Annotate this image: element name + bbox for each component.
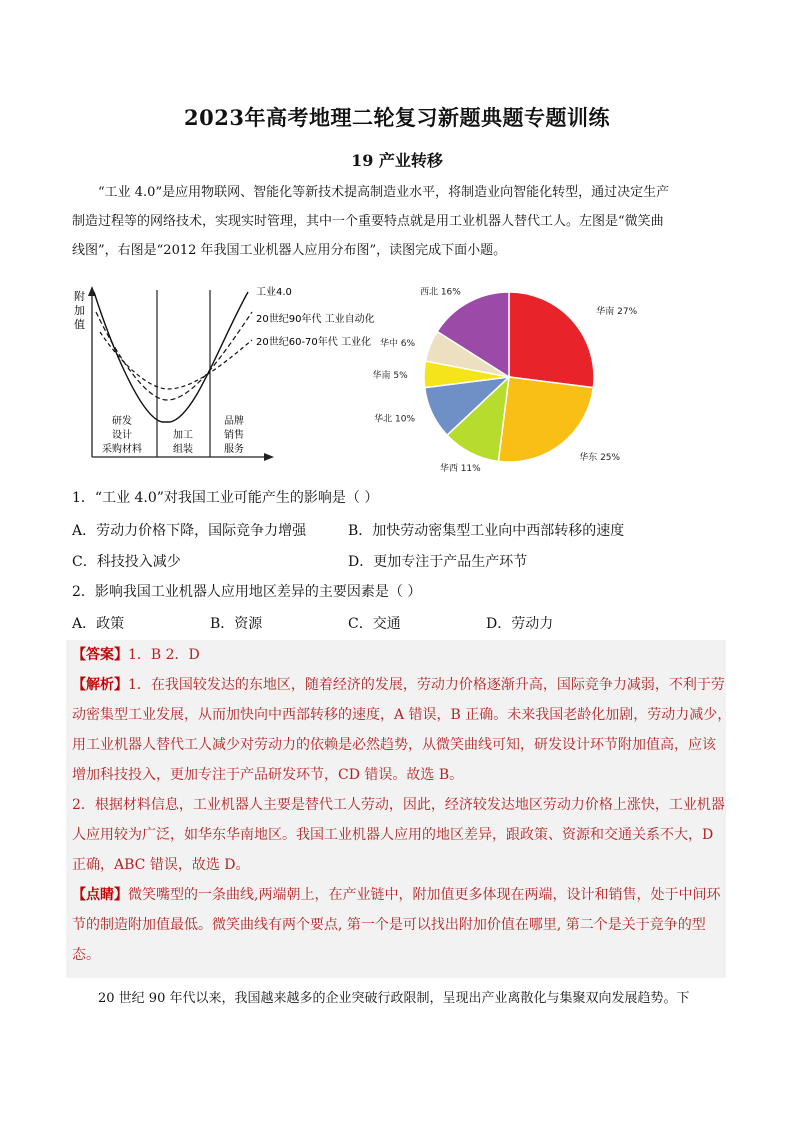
zone-label: 组装: [173, 444, 193, 455]
answer-tag: 【答案】: [72, 647, 128, 663]
pie-label: 华西 11%: [439, 464, 481, 475]
legend-industrialization: 20世纪60-70年代 工业化: [256, 337, 371, 348]
y-label-char: 加: [74, 304, 85, 317]
curve-industry-4: [94, 292, 248, 422]
pie-slice: [498, 377, 593, 462]
answer-value: 1．B 2．D: [128, 647, 200, 663]
pie-label: 华中 6%: [379, 339, 416, 350]
pie-label: 华南 5%: [372, 371, 408, 382]
y-label-char: 值: [74, 318, 85, 331]
section-title: 19 产业转移: [351, 151, 443, 170]
next-paragraph: [72, 984, 724, 1013]
zone-label: 加工: [173, 430, 193, 441]
analysis-line: 正确，ABC 错误，故选 D。: [72, 857, 250, 873]
zone-label: 服务: [224, 444, 244, 455]
zone-label: 品牌: [224, 416, 244, 427]
pie-label: 华南 27%: [596, 307, 638, 318]
question-1-stem: 1．“工业 4.0”对我国工业可能产生的影响是（ ）: [72, 490, 379, 506]
analysis-line: [72, 670, 732, 700]
q2-option-b[interactable]: B．资源: [210, 616, 263, 632]
legend-industry-4: 工业4.0: [256, 287, 292, 298]
q2-option-d[interactable]: D．劳动力: [486, 616, 554, 632]
tip-line: [72, 880, 732, 910]
analysis-tag: 【解析】: [72, 677, 128, 693]
q1-option-a[interactable]: A．劳动力价格下降，国际竞争力增强: [72, 523, 307, 539]
intro-paragraph: [72, 178, 724, 265]
answer-line: [72, 640, 732, 670]
legend-automation: 20世纪90年代 工业自动化: [256, 314, 375, 325]
smile-curve-legend: [250, 282, 400, 352]
tip-text: 微笑嘴型的一条曲线,两端朝上，在产业链中，附加值更多体现在两端，设计和销售，处于中间环: [128, 887, 721, 903]
pie-slice: [509, 292, 594, 388]
pie-label: 华东 25%: [579, 453, 621, 464]
curve-industrialization: [100, 332, 252, 389]
intro-line: 制造过程等的网络技术，实现实时管理，其中一个重要特点就是用工业机器人替代工人。左图是“微笑曲: [72, 214, 664, 229]
x-axis-arrow-icon: [264, 453, 274, 461]
analysis-line: 动密集型工业发展，从而加快向中西部转移的速度，A 错误，B 正确。未来我国老龄化加剧，劳动力减少，: [72, 707, 732, 723]
page-title: 2023年高考地理二轮复习新题典题专题训练: [184, 105, 610, 130]
y-label-char: 附: [74, 290, 85, 303]
tip-tag: 【点睛】: [72, 887, 128, 903]
analysis-line: 增加科技投入，更加专注于产品研发环节，CD 错误。故选 B。: [72, 767, 464, 783]
q2-option-a[interactable]: A．政策: [72, 616, 125, 632]
q1-option-b[interactable]: B．加快劳动密集型工业向中西部转移的速度: [348, 523, 625, 539]
zone-label: 销售: [224, 430, 244, 441]
pie-label: 华北 10%: [374, 414, 416, 425]
q1-option-d[interactable]: D．更加专注于产品生产环节: [348, 554, 528, 570]
q2-option-c[interactable]: C．交通: [348, 616, 401, 632]
analysis-text: 1．在我国较发达的东地区，随着经济的发展，劳动力价格逐渐升高，国际竞争力减弱，不利于劳: [128, 677, 725, 693]
zone-label: 设计: [112, 430, 132, 441]
q1-option-c[interactable]: C．科技投入减少: [72, 554, 181, 570]
zone-label: 采购材料: [102, 444, 142, 455]
pie-label: 西北 16%: [419, 287, 461, 298]
tip-line: 态。: [72, 947, 100, 963]
zone-label: 研发: [112, 416, 132, 427]
intro-line: “工业 4.0”是应用物联网、智能化等新技术提高制造业水平，将制造业向智能化转型，通过决定生产: [98, 185, 670, 200]
next-paragraph-line: 20 世纪 90 年代以来，我国越来越多的企业突破行政限制，呈现出产业离散化与集聚双向发展趋势。下: [98, 991, 690, 1006]
analysis-line: 用工业机器人替代工人减少对劳动力的依赖是必然趋势，从微笑曲线可知，研发设计环节附加值高，应该: [72, 737, 716, 753]
intro-line: 线图”，右图是“2012 年我国工业机器人应用分布图”，读图完成下面小题。: [72, 243, 507, 258]
answer-content: [72, 640, 732, 970]
analysis-line: 人应用较为广泛，如华东华南地区。我国工业机器人应用的地区差异，跟政策、资源和交通关系不大，D: [72, 827, 714, 843]
curve-automation: [96, 312, 252, 400]
smile-curve-chart: [70, 282, 280, 467]
question-2-stem: 2．影响我国工业机器人应用地区差异的主要因素是（ ）: [72, 584, 422, 600]
robot-distribution-pie-chart: [372, 280, 638, 475]
tip-line: 节的制造附加值最低。微笑曲线有两个要点, 第一个是可以找出附加价值在哪里, 第二个是关于竞争的型: [72, 917, 706, 933]
analysis-line: 2．根据材料信息，工业机器人主要是替代工人劳动，因此，经济较发达地区劳动力价格上涨快，工业机器: [72, 797, 725, 813]
